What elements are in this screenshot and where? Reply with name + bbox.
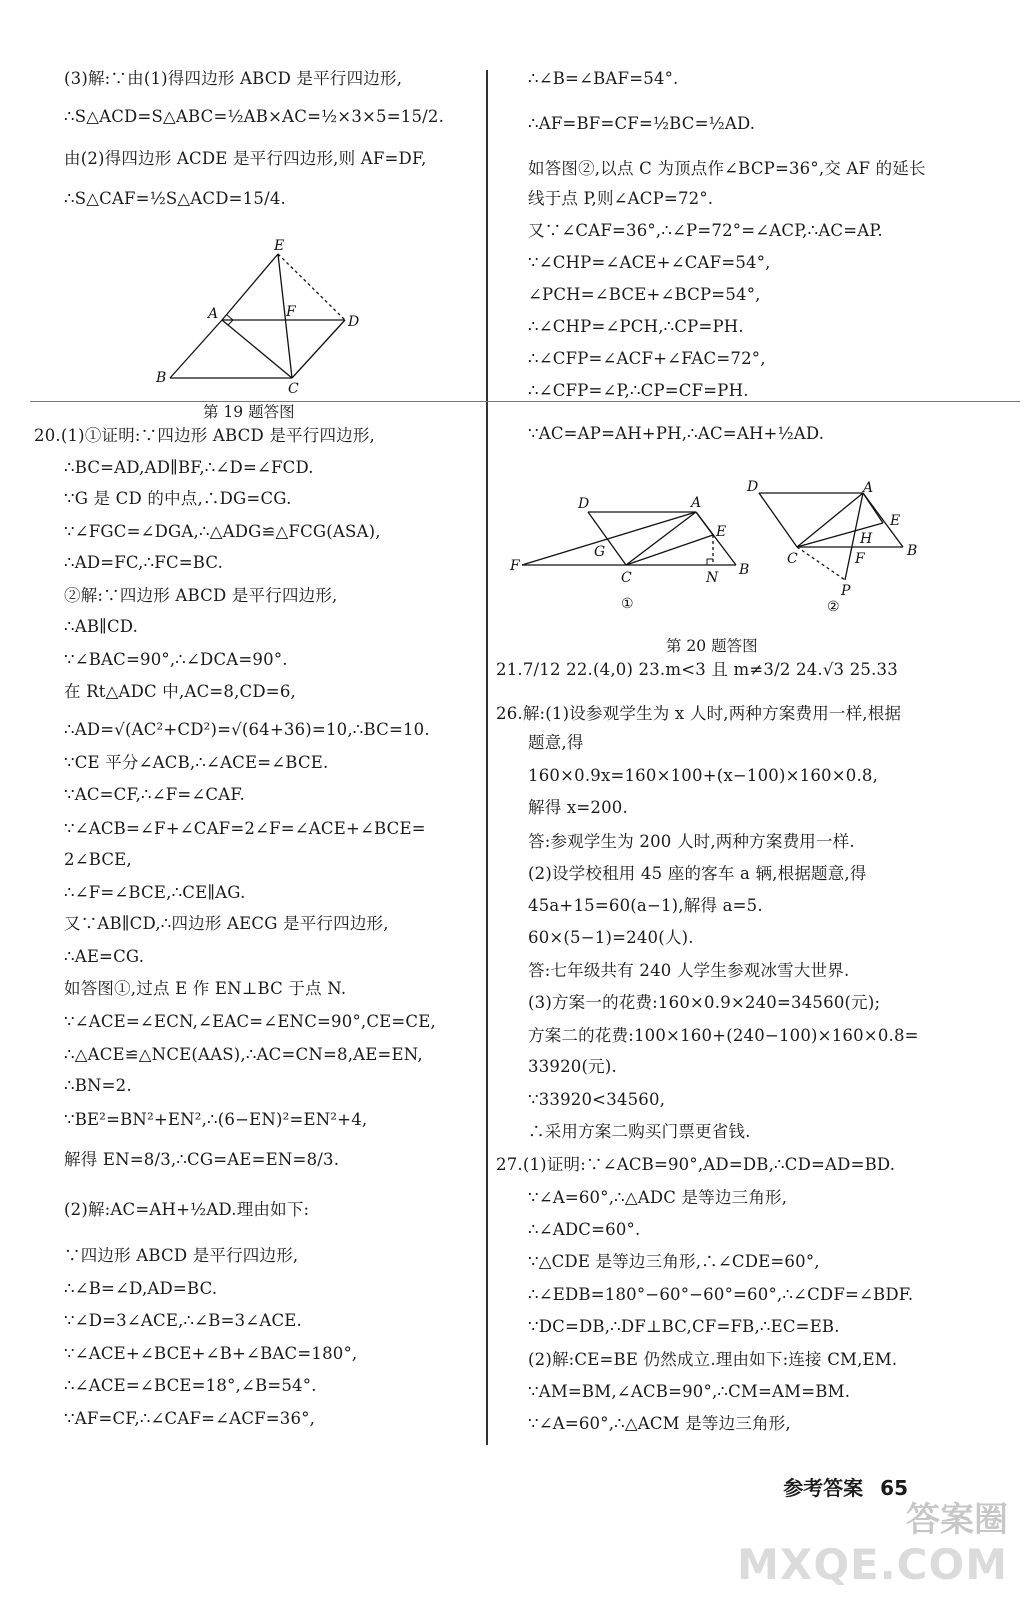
figure-19-parallelogram-diagram [150,238,380,398]
text-line: 如答图②,以点 C 为顶点作∠BCP=36°,交 AF 的延长 [528,159,926,178]
fig20b-label-A: A [863,480,874,496]
fig20a-label-A: A [691,495,702,511]
text-line: ∠PCH=∠BCE+∠BCP=54°, [528,285,761,304]
text-line: 20.(1)①证明:∵四边形 ABCD 是平行四边形, [34,426,376,445]
fig20b-label-P: P [841,583,851,599]
text-line: ∵BE²=BN²+EN²,∴(6−EN)²=EN²+4, [64,1110,368,1129]
text-line: ∴∠ACE=∠BCE=18°,∠B=54°. [64,1376,317,1395]
fig19-label-E: E [274,238,285,254]
page-number: 65 [880,1476,908,1500]
text-line: 又∵AB∥CD,∴四边形 AECG 是平行四边形, [64,914,389,933]
fig20b-label-E: E [890,513,901,529]
text-line: ∴∠EDB=180°−60°−60°=60°,∴∠CDF=∠BDF. [528,1285,914,1304]
text-line: ②解:∵四边形 ABCD 是平行四边形, [64,586,338,605]
text-line: 45a+15=60(a−1),解得 a=5. [528,896,763,915]
text-line: ∴AB∥CD. [64,617,139,636]
fig20b-label-D: D [747,479,759,495]
text-line: 60×(5−1)=240(人). [528,928,694,947]
text-line: ∵∠D=3∠ACE,∴∠B=3∠ACE. [64,1311,302,1330]
text-line: ∵AC=CF,∴∠F=∠CAF. [64,785,245,804]
text-line: ∵AC=AP=AH+PH,∴AC=AH+½AD. [528,424,825,443]
text-line: 方案二的花费:100×160+(240−100)×160×0.8= [528,1026,919,1045]
text-line: ∵∠FGC=∠DGA,∴△ADG≌△FCG(ASA), [64,522,381,541]
fig20a-label-N: N [706,570,719,586]
text-line: ∴S△ACD=S△ABC=½AB×AC=½×3×5=15/2. [64,107,445,126]
text-line: 又∵∠CAF=36°,∴∠P=72°=∠ACP,∴AC=AP. [528,221,883,240]
text-line: 线于点 P,则∠ACP=72°. [528,189,714,208]
fig20a-label-D: D [578,496,590,512]
text-line: 题意,得 [528,733,584,752]
text-line: ∵∠CHP=∠ACE+∠CAF=54°, [528,253,771,272]
fig20b-label-F: F [855,551,865,567]
text-line: ∵AF=CF,∴∠CAF=∠ACF=36°, [64,1409,316,1428]
text-line: ∵∠BAC=90°,∴∠DCA=90°. [64,650,288,669]
text-line: 解得 EN=8/3,∴CG=AE=EN=8/3. [64,1150,340,1169]
text-line: ∵DC=DB,∴DF⊥BC,CF=FB,∴EC=EB. [528,1317,840,1336]
text-line: 解得 x=200. [528,798,628,817]
text-line: ∵AM=BM,∠ACB=90°,∴CM=AM=BM. [528,1382,851,1401]
text-line: ∴BN=2. [64,1076,132,1095]
text-line: ∵四边形 ABCD 是平行四边形, [64,1246,299,1265]
fig20b-number: ② [827,599,840,615]
text-line: 在 Rt△ADC 中,AC=8,CD=6, [64,682,296,701]
text-line: ∴∠CFP=∠ACF+∠FAC=72°, [528,349,766,368]
text-line: ∴∠ADC=60°. [528,1220,641,1239]
fig20a-label-C: C [621,570,632,586]
text-line: 26.解:(1)设参观学生为 x 人时,两种方案费用一样,根据 [496,704,902,723]
text-line: 21.7/12 22.(4,0) 23.m<3 且 m≠3/2 24.√3 25.33 [496,660,898,679]
text-line: ∵G 是 CD 的中点,∴DG=CG. [64,489,292,508]
text-line: 如答图①,过点 E 作 EN⊥BC 于点 N. [64,979,347,998]
text-line: (3)方案一的花费:160×0.9×240=34560(元); [528,993,881,1012]
text-line: ∵△CDE 是等边三角形,∴∠CDE=60°, [528,1252,820,1271]
text-line: ∴AE=CG. [64,947,145,966]
figure-20-diagram-2 [745,475,935,625]
text-line: ∴∠F=∠BCE,∴CE∥AG. [64,883,246,902]
watermark-logo: 答案圈 [906,1500,1008,1540]
text-line: 160×0.9x=160×100+(x−100)×160×0.8, [528,766,879,785]
fig20a-number: ① [621,596,634,612]
fig19-label-A: A [208,306,219,322]
text-line: 27.(1)证明:∵∠ACB=90°,AD=DB,∴CD=AD=BD. [496,1155,896,1174]
text-line: (2)解:AC=AH+½AD.理由如下: [64,1200,310,1219]
text-line: ∴AD=FC,∴FC=BC. [64,553,224,572]
page-footer [783,1472,908,1501]
text-line: 答:参观学生为 200 人时,两种方案费用一样. [528,832,855,851]
fig20b-label-H: H [860,531,873,547]
text-line: ∵∠A=60°,∴△ADC 是等边三角形, [528,1188,788,1207]
fig19-label-F: F [286,304,296,320]
text-line: 答:七年级共有 240 人学生参观冰雪大世界. [528,961,850,980]
text-line: ∵CE 平分∠ACB,∴∠ACE=∠BCE. [64,753,329,772]
text-line: 由(2)得四边形 ACDE 是平行四边形,则 AF=DF, [64,149,427,168]
text-line: ∴S△CAF=½S△ACD=15/4. [64,189,286,208]
fig19-label-C: C [288,381,299,397]
text-line: ∴采用方案二购买门票更省钱. [528,1122,751,1141]
text-line: ∵∠A=60°,∴△ACM 是等边三角形, [528,1414,791,1433]
text-line: (3)解:∵由(1)得四边形 ABCD 是平行四边形, [64,69,403,88]
text-line: ∴AF=BF=CF=½BC=½AD. [528,114,756,133]
fig20b-label-B: B [907,543,918,559]
text-line: ∴△ACE≌△NCE(AAS),∴AC=CN=8,AE=EN, [64,1045,423,1064]
fig19-label-D: D [348,314,360,330]
fig20a-label-B: B [739,562,750,578]
text-line: ∵33920<34560, [528,1090,666,1109]
fig20a-label-E: E [716,524,727,540]
text-line: ∵∠ACE+∠BCE+∠B+∠BAC=180°, [64,1344,358,1363]
section-title: 参考答案 [783,1476,864,1500]
text-line: ∴AD=√(AC²+CD²)=√(64+36)=10,∴BC=10. [64,720,430,739]
text-line: (2)设学校租用 45 座的客车 a 辆,根据题意,得 [528,864,867,883]
text-line: ∴∠B=∠D,AD=BC. [64,1279,218,1298]
text-line: ∵∠ACB=∠F+∠CAF=2∠F=∠ACE+∠BCE= [64,819,426,838]
figure-divider [30,401,1020,402]
figure-20-caption: 第 20 题答图 [666,637,758,655]
text-line: 2∠BCE, [64,850,132,869]
text-line: ∴BC=AD,AD∥BF,∴∠D=∠FCD. [64,458,314,477]
figure-20-diagram-1 [508,490,758,615]
text-line: (2)解:CE=BE 仍然成立.理由如下:连接 CM,EM. [528,1350,898,1369]
fig20a-label-G: G [594,544,606,560]
text-line: ∴∠CHP=∠PCH,∴CP=PH. [528,317,744,336]
watermark-text: MXQE.COM [737,1540,1008,1589]
text-line: ∴∠B=∠BAF=54°. [528,69,679,88]
column-divider [486,70,488,1445]
fig20a-label-F: F [510,558,520,574]
fig19-label-B: B [156,370,167,386]
text-line: 33920(元). [528,1057,617,1076]
fig20b-label-C: C [787,551,798,567]
figure-19-caption: 第 19 题答图 [203,403,295,421]
text-line: ∴∠CFP=∠P,∴CP=CF=PH. [528,381,749,400]
text-line: ∵∠ACE=∠ECN,∠EAC=∠ENC=90°,CE=CE, [64,1012,436,1031]
